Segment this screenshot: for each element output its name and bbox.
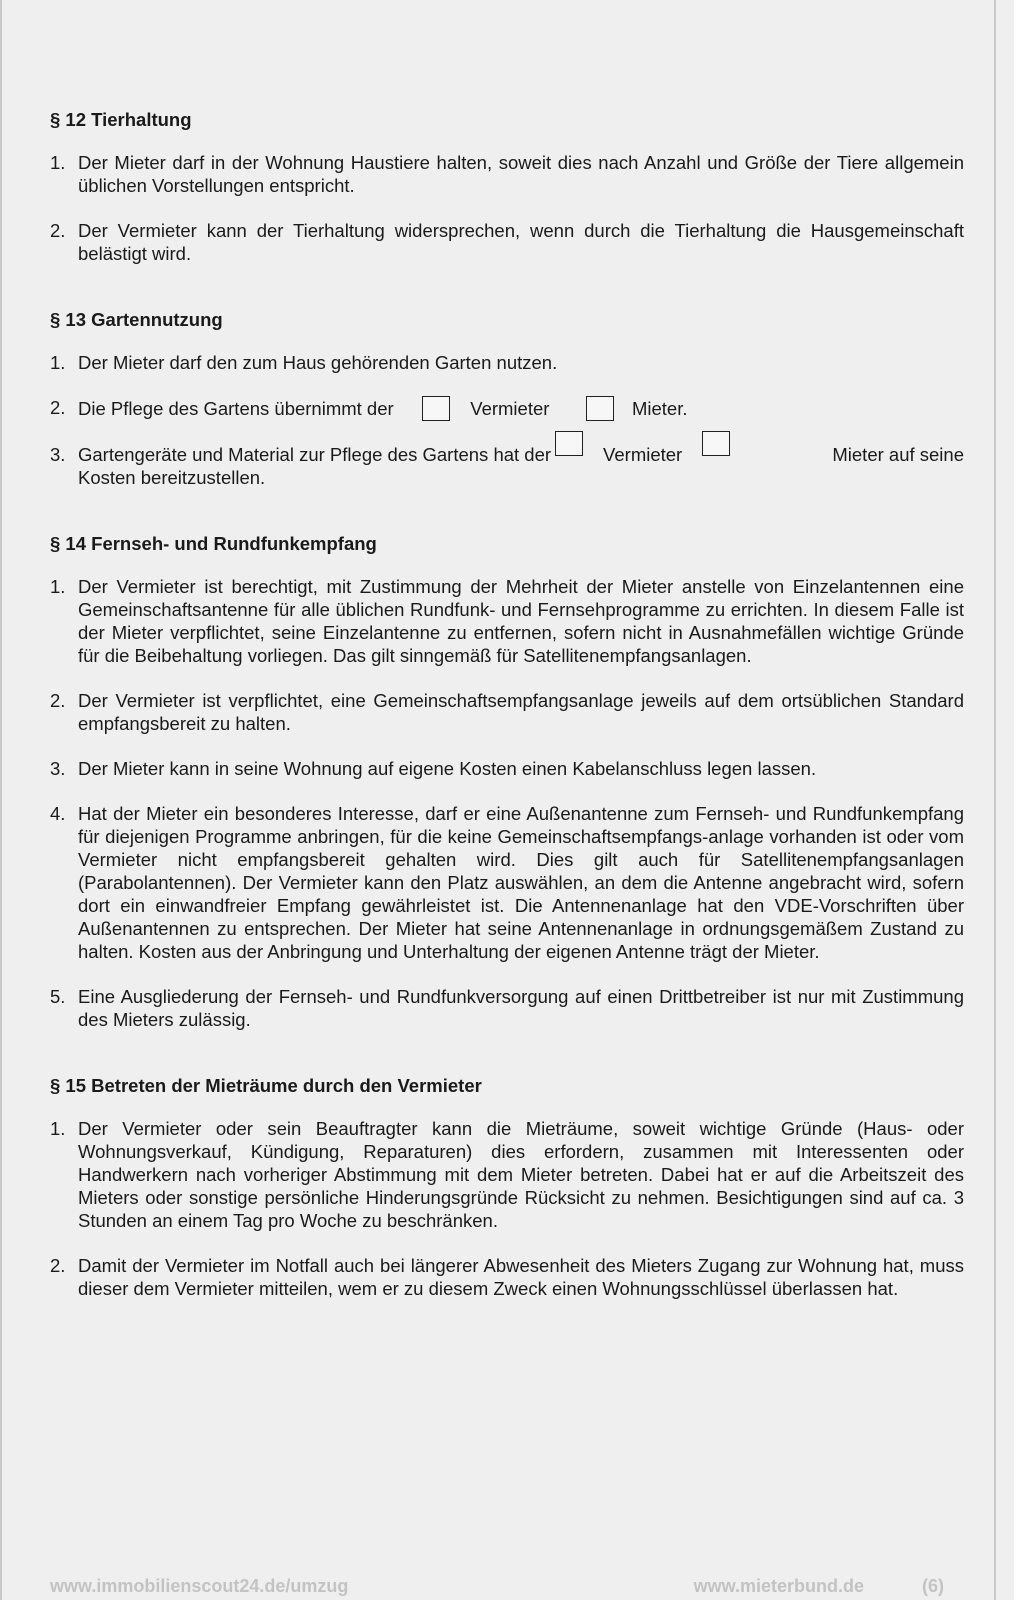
checkbox-vermieter[interactable] — [422, 396, 450, 421]
clause — [50, 1254, 964, 1300]
clause-number: 1. — [50, 1118, 66, 1139]
section-12 — [50, 108, 964, 265]
clause — [50, 757, 964, 780]
section-14 — [50, 532, 964, 1031]
clause — [50, 689, 964, 735]
section-15 — [50, 1074, 964, 1300]
clause-text: Der Vermieter ist verpflichtet, eine Gemeinschaftsempfangsanlage jeweils auf dem ortsüblichen Standard empfangsbereit zu halten. — [78, 690, 964, 734]
section-heading: § 15 Betreten der Mieträume durch den Vermieter — [50, 1075, 482, 1096]
option-label: Vermieter — [603, 444, 683, 465]
clause-lead: Gartengeräte und Material zur Pflege des Gartens hat der — [78, 444, 552, 465]
clause — [50, 443, 964, 489]
clause-text: Der Vermieter ist berechtigt, mit Zustimmung der Mehrheit der Mieter anstelle von Einzelantennen eine Gemeinschaftsantenne für alle üblichen Rundfunk- und Fernsehprogramme zu errichten. In diesem Falle ist der Mieter verpflichtet, seine Einzelantenne zu entfernen, sofern nicht in Ausnahmefällen wichtige Gründe für die Beibehaltung vorliegen. Das gilt sinngemäß für Satellitenempfangsanlagen. — [78, 576, 964, 666]
clause-text — [78, 396, 964, 421]
clause — [50, 219, 964, 265]
clause-text: Der Vermieter oder sein Beauftragter kann die Mieträume, soweit wichtige Gründe (Haus- oder Wohnungsverkauf, Kündigung, Reparaturen) dies erfordern, zusammen mit Interessenten oder Handwerkern nach vorheriger Abstimmung mit dem Mieter betreten. Dabei hat er auf die Arbeitszeit des Mieters oder sonstige persönliche Hinderungsgründe Rücksicht zu nehmen. Besichtigungen sind auf ca. 3 Stunden an einem Tag pro Woche zu beschränken. — [78, 1118, 964, 1231]
document-body — [50, 108, 964, 1343]
clause-number: 4. — [50, 803, 66, 824]
clause-text: Damit der Vermieter im Notfall auch bei längerer Abwesenheit des Mieters Zugang zur Wohnung hat, muss dieser dem Vermieter mitteilen, wem er zu diesem Zweck einen Wohnungsschlüssel überlassen hat. — [78, 1255, 964, 1299]
checkbox-mieter[interactable] — [702, 431, 730, 456]
checkbox-mieter[interactable] — [586, 396, 614, 421]
clause — [50, 575, 964, 667]
clause — [50, 151, 964, 197]
clause-text: Eine Ausgliederung der Fernseh- und Rundfunkversorgung auf einen Drittbetreiber ist nur mit Zustimmung des Mieters zulässig. — [78, 986, 964, 1030]
section-heading: § 13 Gartennutzung — [50, 309, 223, 330]
footer-link-mieterbund[interactable]: www.mieterbund.de — [693, 1576, 864, 1596]
page-number: (6) — [922, 1576, 944, 1596]
option-label: Mieter auf seine — [832, 444, 964, 465]
clause-tail: Kosten bereitzustellen. — [78, 467, 266, 488]
footer-link-immobilienscout[interactable]: www.immobilienscout24.de/umzug — [50, 1576, 349, 1596]
clause-number: 1. — [50, 352, 66, 373]
clause-number: 1. — [50, 152, 66, 173]
clause — [50, 351, 964, 374]
clause-number: 2. — [50, 397, 66, 418]
clause — [50, 802, 964, 963]
page-edge-right — [994, 0, 996, 1600]
clause-number: 3. — [50, 758, 66, 779]
clause-number: 2. — [50, 1255, 66, 1276]
option-label: Mieter. — [631, 398, 688, 419]
clause-number: 5. — [50, 986, 66, 1007]
clause-text: Hat der Mieter ein besonderes Interesse, darf er eine Außenantenne zum Fernseh- und Rundfunkempfang für diejenigen Programme anbringen, für die keine Gemeinschaftsempfangs-anlage vorhanden ist oder vom Vermieter nicht empfangsbereit gehalten wird. Dies gilt auch für Satellitenempfangsanlagen (Parabolantennen). Der Vermieter kann den Platz auswählen, an dem die Antenne angebracht wird, sofern dort ein einwandfreier Empfang gewährleistet ist. Die Antennenanlage hat den VDE-Vorschriften über Außenantennen zu entsprechen. Der Mieter hat seine Antennenanlage in ordnungsgemäßem Zustand zu halten. Kosten aus der Anbringung und Unterhaltung der eigenen Antenne trägt der Mieter. — [78, 803, 964, 962]
page-edge-left — [0, 0, 2, 1600]
clause-number: 2. — [50, 690, 66, 711]
section-heading: § 14 Fernseh- und Rundfunkempfang — [50, 533, 377, 554]
clause-text: Der Mieter darf in der Wohnung Haustiere halten, soweit dies nach Anzahl und Größe der Tiere allgemein üblichen Vorstellungen entspricht. — [78, 152, 964, 196]
checkbox-vermieter[interactable] — [555, 431, 583, 456]
clause-text: Der Vermieter kann der Tierhaltung widersprechen, wenn durch die Tierhaltung die Hausgemeinschaft belästigt wird. — [78, 220, 964, 264]
page-footer — [50, 1576, 944, 1597]
section-heading: § 12 Tierhaltung — [50, 109, 192, 130]
clause — [50, 1117, 964, 1232]
clause-number: 1. — [50, 576, 66, 597]
clause-number: 2. — [50, 220, 66, 241]
clause-number: 3. — [50, 444, 66, 465]
clause-lead: Die Pflege des Gartens übernimmt der — [78, 398, 394, 419]
clause-text — [78, 443, 964, 489]
option-label: Vermieter — [470, 398, 550, 419]
clause-text: Der Mieter kann in seine Wohnung auf eigene Kosten einen Kabelanschluss legen lassen. — [78, 758, 817, 779]
section-13 — [50, 308, 964, 489]
clause-text: Der Mieter darf den zum Haus gehörenden Garten nutzen. — [78, 352, 558, 373]
clause — [50, 396, 964, 421]
clause — [50, 985, 964, 1031]
